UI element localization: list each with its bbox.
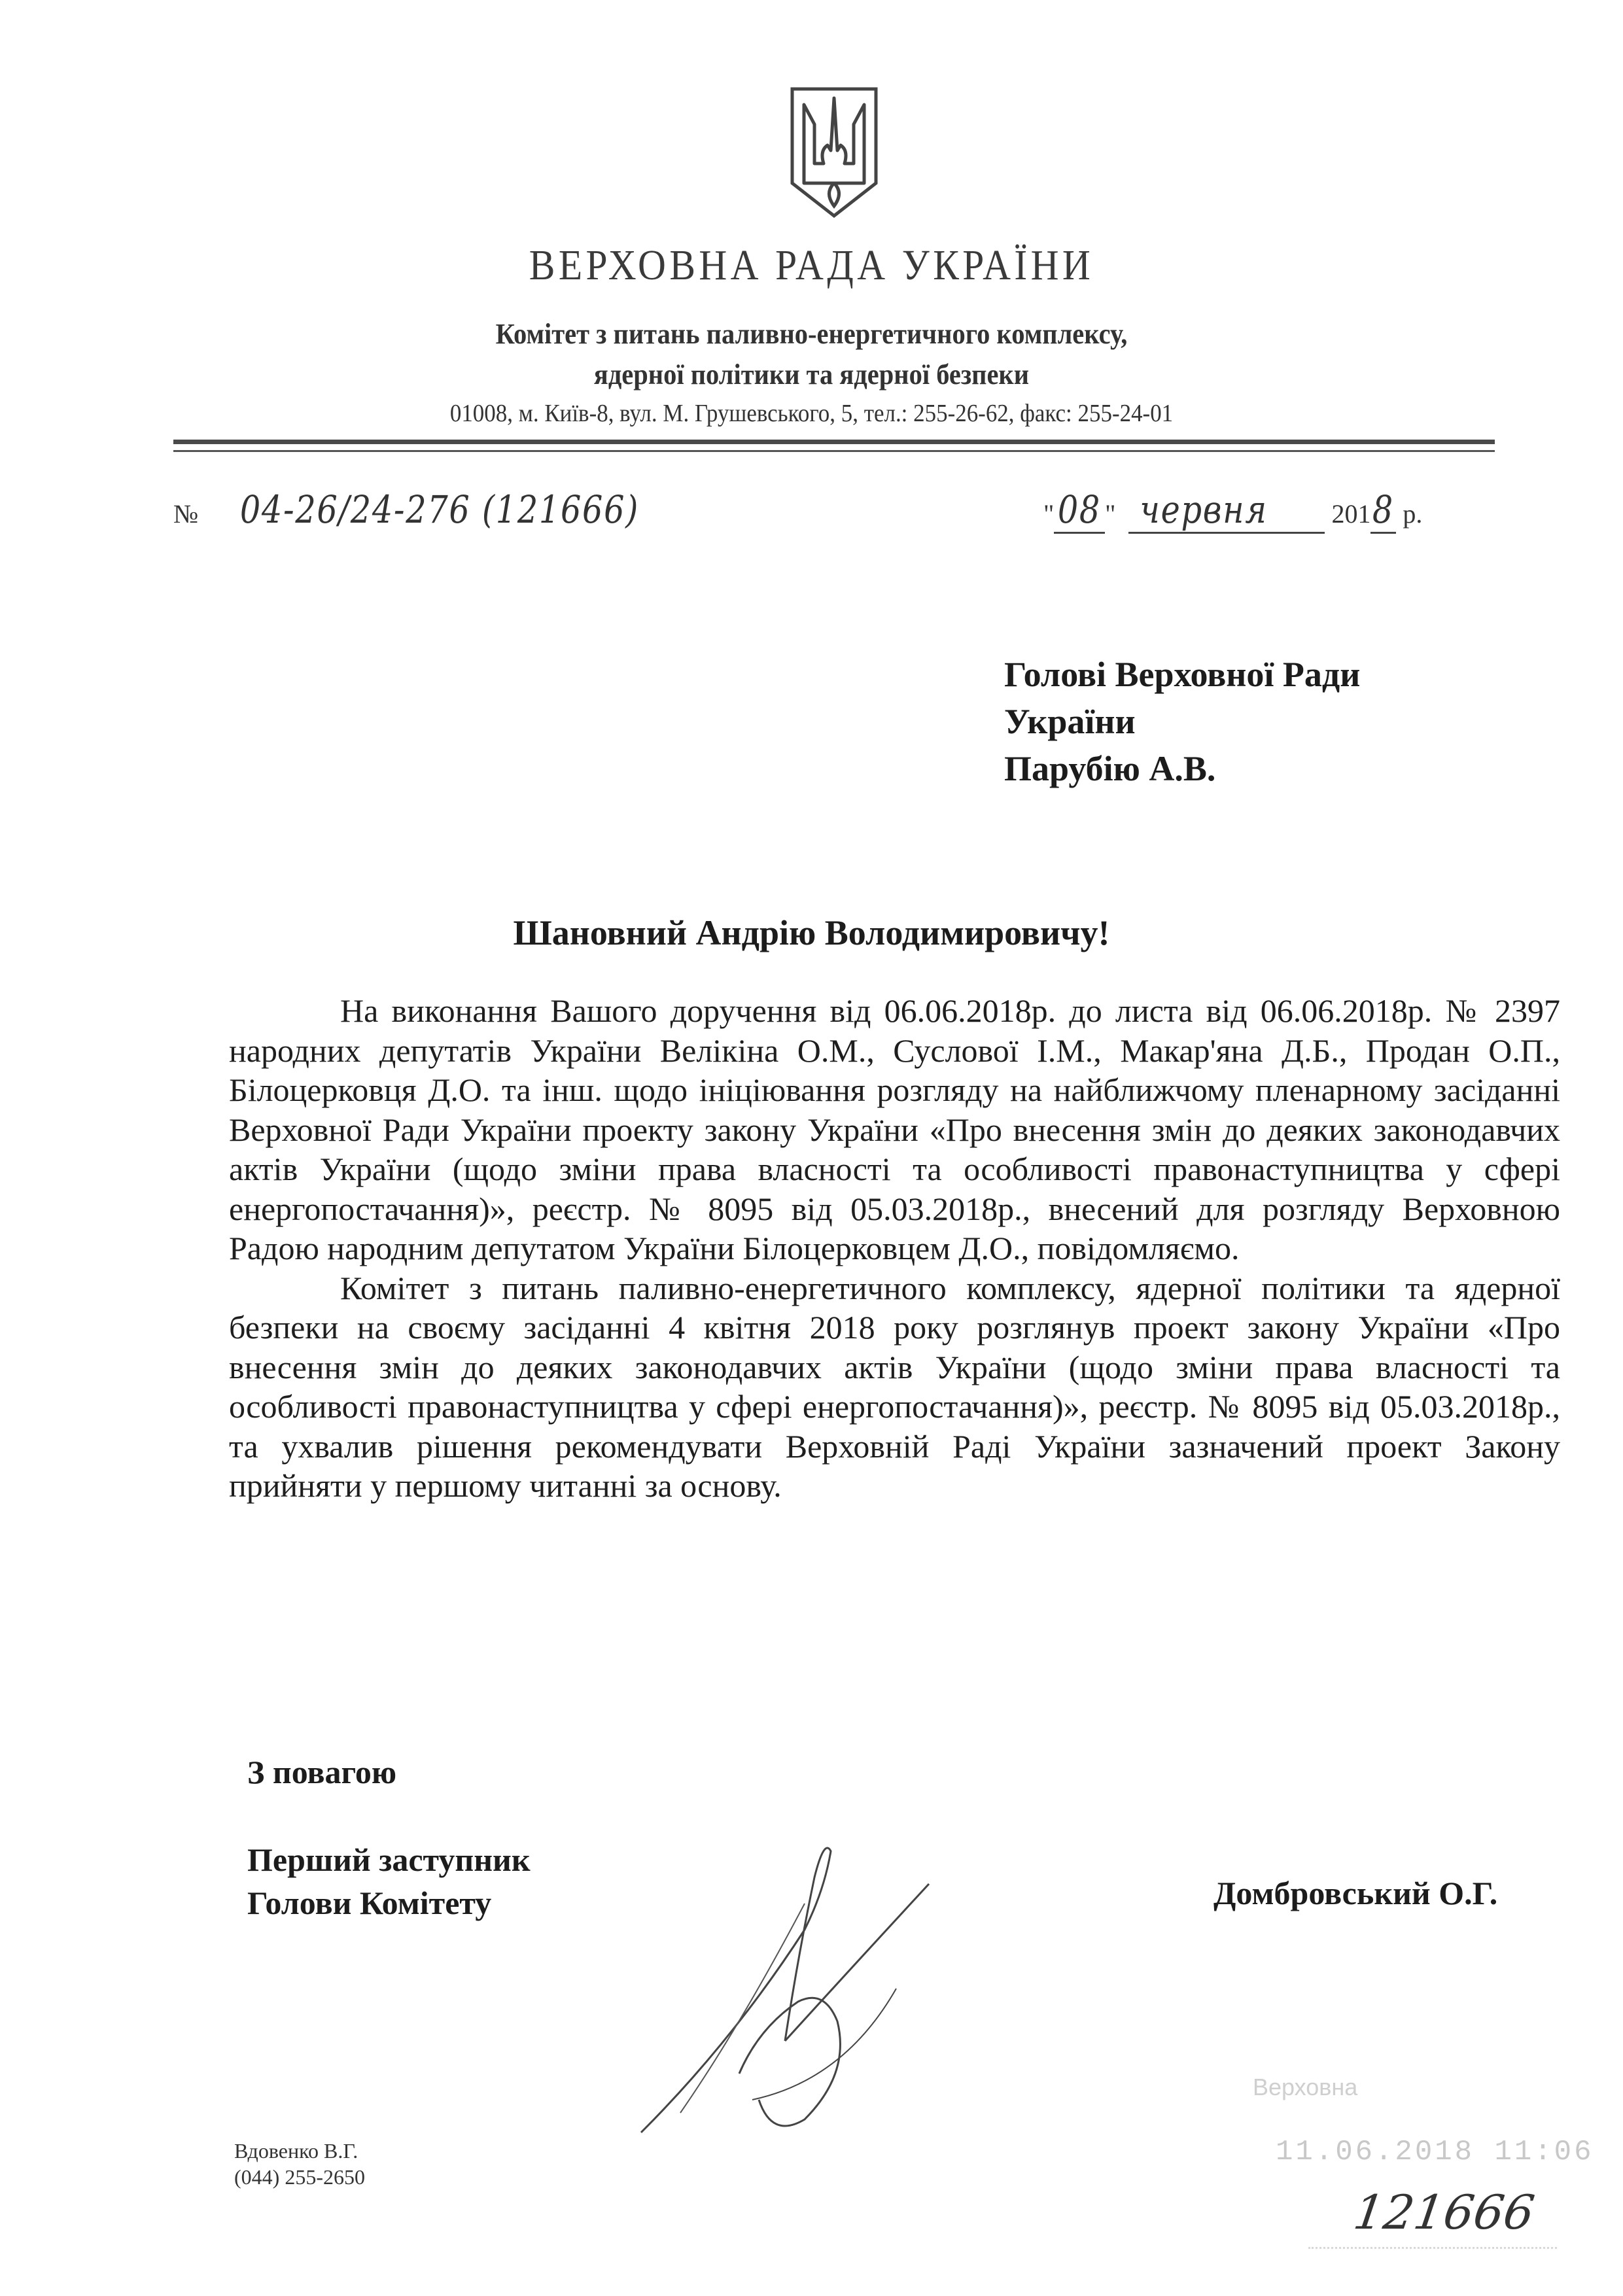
executor-name: Вдовенко В.Г.: [234, 2139, 358, 2163]
organization-title: ВЕРХОВНА РАДА УКРАЇНИ: [529, 241, 1094, 289]
header-divider-thin: [173, 450, 1495, 452]
outgoing-number: 04-26/24-276 (121666): [240, 487, 640, 532]
body-paragraph-2: Комітет з питань паливно-енергетичного комплексу, ядерної політики та ядерної безпеки на своєму засіданні 4 квітня 2018 року розглянув проект закону України «Про внесення змін до деяких законодавчих актів України (щодо зміни права власності та особливості правонаступництва у сфері енергопостачання)», реєстр. № 8095 від 05.03.2018р., та ухвалив рішення рекомендувати Верховній Раді України зазначений проект Закону прийняти у першому читанні за основу.: [229, 1269, 1560, 1504]
date-month: червня: [1140, 487, 1268, 532]
committee-line-1: Комітет з питань паливно-енергетичного комплексу,: [495, 318, 1128, 350]
header-divider-thick: [173, 440, 1495, 444]
date-year-prefix: 201: [1331, 499, 1371, 529]
handwritten-signature-icon: [589, 1825, 1178, 2139]
signatory-name: Домбровський О.Г.: [1213, 1875, 1498, 1911]
letter-body: [229, 991, 1560, 1506]
addressee-line-1: Голові Верховної Ради: [1004, 655, 1361, 694]
outgoing-registration: [173, 487, 674, 532]
date-year-digit: 8: [1372, 487, 1395, 532]
committee-address: 01008, м. Київ-8, вул. М. Грушевського, 5, тел.: 255-26-62, факс: 255-24-01: [449, 400, 1174, 427]
signatory-position: [247, 1838, 531, 1924]
number-sign: №: [173, 499, 199, 529]
stamp-organization: Верховна: [1253, 2074, 1358, 2100]
committee-line-2: ядерної політики та ядерної безпеки: [593, 358, 1030, 391]
quote-close: ": [1105, 499, 1116, 529]
executor-info: [234, 2138, 365, 2190]
date-day: 08: [1058, 487, 1102, 532]
addressee-block: [1004, 651, 1360, 792]
body-paragraph-1: На виконання Вашого доручення від 06.06.2018р. до листа від 06.06.2018р. № 2397 народних депутатів України Велікіна О.М., Суслової І.М., Макар'яна Д.Б., Продан О.П., Білоцерковця Д.О. та інш. щодо ініціювання розгляду на найближчому пленарному засіданні Верховної Ради України проекту закону України «Про внесення змін до деяких законодавчих актів України (щодо зміни права власності та особливості правонаступництва у сфері енергопостачання)», реєстр. № 8095 від 05.03.2018р., внесений для розгляду Верховною Радою народним депутатом України Білоцерковцем Д.О., повідомляємо.: [229, 992, 1560, 1266]
salutation: Шановний Андрію Володимировичу!: [513, 913, 1110, 952]
position-line-2: Голови Комітету: [247, 1885, 492, 1921]
executor-phone: (044) 255-2650: [234, 2165, 365, 2189]
letter-date: [1043, 487, 1422, 534]
quote-open: ": [1043, 499, 1055, 529]
position-line-1: Перший заступник: [247, 1841, 531, 1878]
date-year-suffix: р.: [1403, 499, 1423, 529]
stamp-incoming-number: 121666: [1350, 2185, 1538, 2240]
coat-of-arms-icon: [788, 85, 880, 219]
closing-regards: З повагою: [247, 1754, 397, 1790]
committee-name: [65, 314, 1558, 395]
addressee-line-2: України: [1004, 702, 1136, 741]
stamp-datetime: 11.06.2018 11:06: [1276, 2136, 1594, 2168]
stamp-dotted-line: [1308, 2247, 1557, 2249]
addressee-line-3: Парубію А.В.: [1004, 749, 1216, 788]
